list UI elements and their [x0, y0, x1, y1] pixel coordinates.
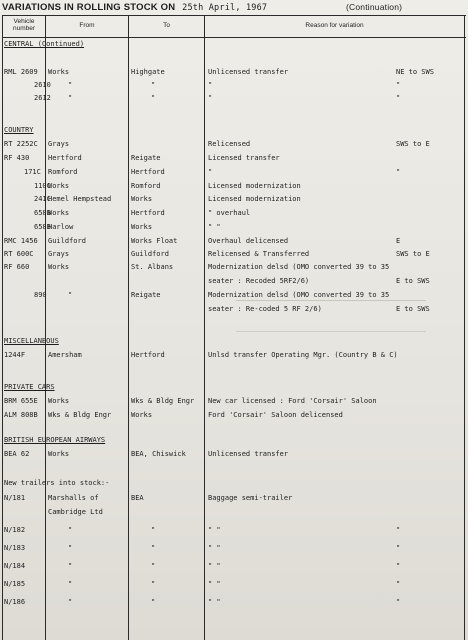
from-cell: " [68, 562, 73, 570]
from-cell: Cambridge Ltd [48, 508, 103, 516]
table-row [0, 81, 468, 91]
reason-cell: Licensed modernization [208, 195, 301, 203]
vehicle-cell: RF 430 [4, 154, 30, 162]
reason-cell: Relicensed [208, 140, 251, 148]
table-row [0, 209, 468, 219]
from-cell: Amersham [48, 351, 82, 359]
table-row [0, 291, 468, 301]
route-cell: " [396, 562, 401, 570]
from-cell: Works [48, 263, 70, 271]
to-cell: BEA [131, 494, 144, 502]
reason-cell: Unlsd transfer Operating Mgr. (Country B & C) [208, 351, 398, 359]
table-row [0, 508, 468, 518]
reason-cell: seater : Recoded 5RF2/6) [208, 277, 310, 285]
reason-cell: Baggage semi-trailer [208, 494, 293, 502]
vehicle-cell: 171C [24, 168, 41, 176]
table-row [0, 526, 468, 536]
reason-cell: Overhaul delicensed [208, 237, 289, 245]
vehicle-cell: N/182 [4, 526, 26, 534]
vehicle-cell: 241C [34, 195, 51, 203]
vehicle-cell: N/184 [4, 562, 26, 570]
to-cell: Works [131, 411, 153, 419]
route-cell: E [396, 237, 401, 245]
from-cell: Works [48, 450, 70, 458]
vehicle-cell: 658B [34, 223, 51, 231]
from-cell: Romford [48, 168, 78, 176]
section-heading-text: MISCELLANEOUS [4, 337, 59, 345]
route-cell: E to SWS [396, 277, 430, 285]
section-heading [0, 383, 468, 393]
from-cell: Works [48, 397, 70, 405]
title-text: VARIATIONS IN ROLLING STOCK ON [2, 2, 176, 13]
section-heading-text: CENTRAL (Continued) [4, 40, 85, 48]
vehicle-cell: N/186 [4, 598, 26, 606]
reason-cell: " " [208, 580, 221, 588]
section-heading [0, 436, 468, 446]
table-row [0, 277, 468, 287]
reason-cell: seater : Re-coded 5 RF 2/6) [208, 305, 322, 313]
from-cell: " [68, 291, 73, 299]
table-row [0, 411, 468, 421]
vehicle-cell: 1244F [4, 351, 26, 359]
table-row [0, 351, 468, 361]
vehicle-cell: RMC 1456 [4, 237, 38, 245]
col-header-to: To [163, 22, 170, 29]
section-heading-text: PRIVATE CARS [4, 383, 55, 391]
route-cell: SWS to E [396, 250, 430, 258]
reason-cell: " " [208, 598, 221, 606]
reason-cell: Licensed modernization [208, 182, 301, 190]
section-heading-text: New trailers into stock:- [4, 479, 110, 487]
reason-cell: Modernization delsd (OMO converted 39 to 35 [208, 291, 390, 299]
from-cell: Works [48, 182, 70, 190]
reason-cell: Licensed transfer [208, 154, 280, 162]
table-row [0, 544, 468, 554]
reason-cell: New car licensed : Ford 'Corsair' Saloon [208, 397, 377, 405]
col-header-reason: Reason for variation [305, 22, 364, 29]
vehicle-cell: RF 660 [4, 263, 30, 271]
to-cell: BEA, Chiswick [131, 450, 186, 458]
route-cell: " [396, 94, 401, 102]
from-cell: Wks & Bldg Engr [48, 411, 112, 419]
to-cell: Guildford [131, 250, 169, 258]
table-row [0, 237, 468, 247]
section-heading-text: BRITISH EUROPEAN AIRWAYS [4, 436, 106, 444]
vehicle-cell: N/183 [4, 544, 26, 552]
from-cell: Guildford [48, 237, 86, 245]
table-row [0, 598, 468, 608]
table-row [0, 250, 468, 260]
section-heading-text: COUNTRY [4, 126, 34, 134]
vehicle-cell: 658B [34, 209, 51, 217]
section-heading [0, 479, 468, 489]
to-cell: Highgate [131, 68, 165, 76]
table-row [0, 305, 468, 315]
to-cell: Wks & Bldg Engr [131, 397, 195, 405]
table-row [0, 450, 468, 460]
reason-cell: " " [208, 223, 221, 231]
to-cell: " [151, 94, 156, 102]
vehicle-cell: 2610 [34, 81, 51, 89]
to-cell: " [151, 526, 156, 534]
from-cell: " [68, 580, 73, 588]
to-cell: Hertford [131, 209, 165, 217]
from-cell: Marshalls of [48, 494, 99, 502]
reason-cell: " [208, 168, 213, 176]
vehicle-cell: BEA 62 [4, 450, 30, 458]
table-row [0, 397, 468, 407]
to-cell: " [151, 598, 156, 606]
from-cell: " [68, 526, 73, 534]
reason-cell: " " [208, 526, 221, 534]
from-cell: " [68, 544, 73, 552]
to-cell: Romford [131, 182, 161, 190]
table-row [0, 168, 468, 178]
from-cell: Works [48, 68, 70, 76]
vehicle-cell: 2612 [34, 94, 51, 102]
from-cell: " [68, 598, 73, 606]
route-cell: " [396, 544, 401, 552]
to-cell: Reigate [131, 291, 161, 299]
table-row [0, 562, 468, 572]
route-cell: SWS to E [396, 140, 430, 148]
from-cell: Works [48, 209, 70, 217]
table-row [0, 182, 468, 192]
section-heading [0, 40, 468, 50]
route-cell: " [396, 526, 401, 534]
to-cell: " [151, 81, 156, 89]
vehicle-cell: RML 2609 [4, 68, 38, 76]
table-row [0, 140, 468, 150]
from-cell: " [68, 81, 73, 89]
from-cell: Grays [48, 250, 70, 258]
route-cell: NE to SWS [396, 68, 434, 76]
vehicle-cell: RT 600C [4, 250, 34, 258]
to-cell: Hertford [131, 351, 165, 359]
section-heading [0, 337, 468, 347]
title-date: 25th April, 1967 [182, 3, 268, 13]
reason-cell: " [208, 81, 213, 89]
to-cell: St. Albans [131, 263, 174, 271]
to-cell: Reigate [131, 154, 161, 162]
to-cell: Works Float [131, 237, 178, 245]
vehicle-cell: 110C [34, 182, 51, 190]
vehicle-cell: RT 2252C [4, 140, 38, 148]
table-row [0, 68, 468, 78]
table-row [0, 223, 468, 233]
vehicle-cell: 890 [34, 291, 47, 299]
from-cell: Harlow [48, 223, 74, 231]
reason-cell: Relicensed & Transferred [208, 250, 310, 258]
table-row [0, 263, 468, 273]
to-cell: " [151, 580, 156, 588]
to-cell: Hertford [131, 168, 165, 176]
table-row [0, 580, 468, 590]
table-row [0, 494, 468, 504]
table-row [0, 94, 468, 104]
reason-cell: Ford 'Corsair' Saloon delicensed [208, 411, 343, 419]
route-cell: " [396, 598, 401, 606]
col-header-from: From [79, 22, 95, 29]
from-cell: " [68, 94, 73, 102]
header-bottom-rule [2, 37, 466, 38]
to-cell: " [151, 544, 156, 552]
route-cell: " [396, 580, 401, 588]
vehicle-cell: N/181 [4, 494, 26, 502]
section-heading [0, 126, 468, 136]
vehicle-cell: BRM 655E [4, 397, 38, 405]
reason-cell: Unlicensed transfer [208, 68, 289, 76]
to-cell: Works [131, 223, 153, 231]
vehicle-cell: ALM 808B [4, 411, 38, 419]
route-cell: E to SWS [396, 305, 430, 313]
to-cell: Works [131, 195, 153, 203]
route-cell: " [396, 81, 401, 89]
from-cell: Grays [48, 140, 70, 148]
reason-cell: " " [208, 544, 221, 552]
table-row [0, 195, 468, 205]
from-cell: Hertford [48, 154, 82, 162]
route-cell: " [396, 168, 401, 176]
reason-cell: Modernization delsd (OMO converted 39 to 35 [208, 263, 390, 271]
reason-cell: " overhaul [208, 209, 251, 217]
col-header-vehicle: Vehicle number [12, 18, 36, 32]
vehicle-cell: N/185 [4, 580, 26, 588]
reason-cell: " [208, 94, 213, 102]
continuation-label: (Continuation) [346, 2, 403, 12]
page-title [2, 2, 466, 14]
reason-cell: " " [208, 562, 221, 570]
from-cell: Hemel Hempstead [48, 195, 112, 203]
to-cell: " [151, 562, 156, 570]
table-top-rule [2, 15, 466, 16]
reason-cell: Unlicensed transfer [208, 450, 289, 458]
table-row [0, 154, 468, 164]
